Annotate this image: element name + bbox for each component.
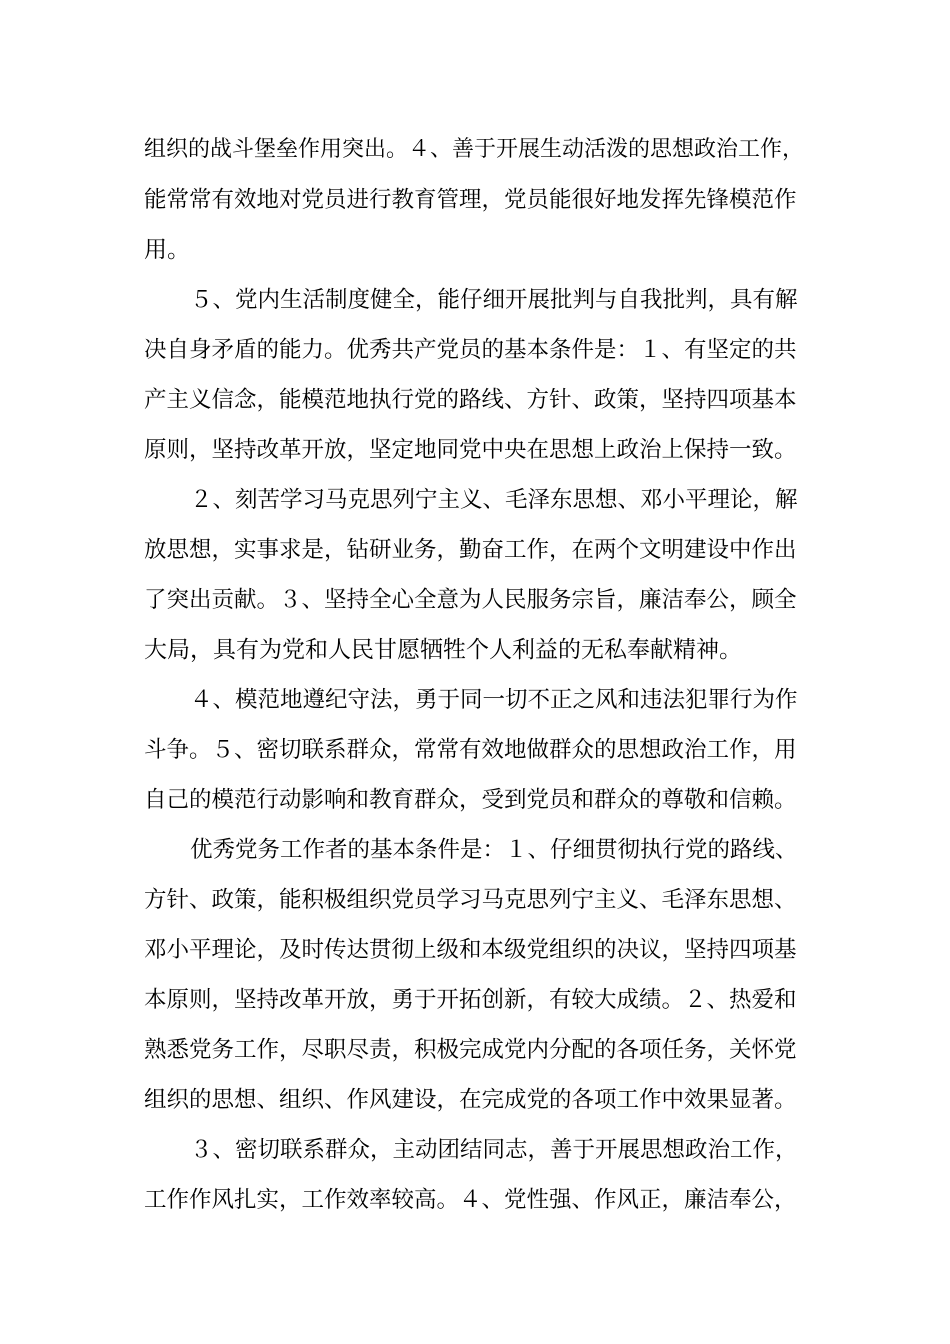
paragraph-2-line-2: 决自身矛盾的能力。优秀共产党员的基本条件是：１、有坚定的共: [144, 337, 797, 363]
paragraph-5-line-5: 熟悉党务工作，尽职尽责，积极完成党内分配的各项任务，关怀党: [144, 1037, 797, 1063]
paragraph-5-line-2: 方针、政策，能积极组织党员学习马克思列宁主义、毛泽东思想、: [144, 887, 797, 913]
paragraph-3-line-2: 放思想，实事求是，钻研业务，勤奋工作，在两个文明建设中作出: [144, 537, 797, 563]
paragraph-4-line-3: 自己的模范行动影响和教育群众，受到党员和群众的尊敬和信赖。: [144, 787, 797, 813]
paragraph-1-line-3: 用。: [144, 237, 190, 263]
paragraph-5-line-6: 组织的思想、组织、作风建设，在完成党的各项工作中效果显著。: [144, 1087, 797, 1113]
paragraph-5-line-1: 优秀党务工作者的基本条件是：１、仔细贯彻执行党的路线、: [190, 837, 798, 863]
paragraph-3-line-4: 大局，具有为党和人民甘愿牺牲个人利益的无私奉献精神。: [144, 637, 742, 663]
paragraph-6-line-2: 工作作风扎实，工作效率较高。４、党性强、作风正，廉洁奉公，: [144, 1187, 797, 1213]
paragraph-5-line-3: 邓小平理论，及时传达贯彻上级和本级党组织的决议，坚持四项基: [144, 937, 797, 963]
paragraph-3-line-3: 了突出贡献。３、坚持全心全意为人民服务宗旨，廉洁奉公，顾全: [144, 587, 797, 613]
paragraph-2-line-3: 产主义信念，能模范地执行党的路线、方针、政策，坚持四项基本: [144, 387, 797, 413]
paragraph-1-line-1: 组织的战斗堡垒作用突出。４、善于开展生动活泼的思想政治工作，: [144, 137, 805, 162]
paragraph-2-line-1: ５、党内生活制度健全，能仔细开展批判与自我批判，具有解: [190, 287, 798, 313]
paragraph-3-line-1: ２、刻苦学习马克思列宁主义、毛泽东思想、邓小平理论，解: [190, 487, 798, 513]
paragraph-4-line-2: 斗争。５、密切联系群众，常常有效地做群众的思想政治工作，用: [144, 737, 797, 763]
paragraph-1-line-2: 能常常有效地对党员进行教育管理，党员能很好地发挥先锋模范作: [144, 187, 797, 213]
paragraph-2-line-4: 原则，坚持改革开放，坚定地同党中央在思想上政治上保持一致。: [144, 437, 797, 463]
paragraph-4-line-1: ４、模范地遵纪守法，勇于同一切不正之风和违法犯罪行为作: [190, 687, 798, 713]
paragraph-5-line-4: 本原则，坚持改革开放，勇于开拓创新，有较大成绩。２、热爱和: [144, 987, 797, 1013]
paragraph-6-line-1: ３、密切联系群众，主动团结同志，善于开展思想政治工作，: [190, 1137, 798, 1163]
